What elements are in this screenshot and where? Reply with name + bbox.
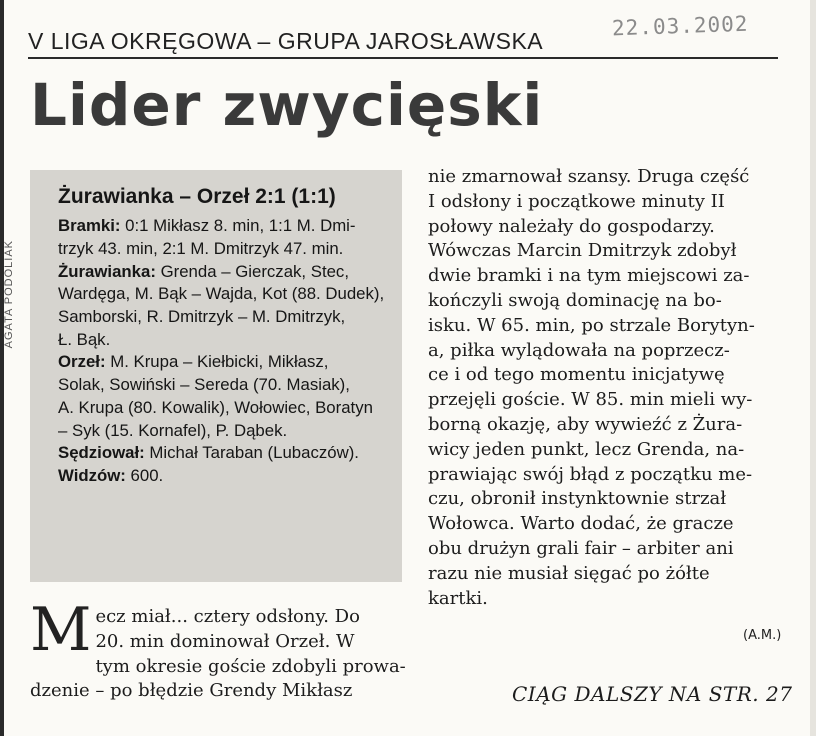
body-line: I odsłony i początkowe minuty II	[428, 190, 725, 212]
body-line: Wówczas Marcin Dmitrzyk zdobył	[428, 240, 737, 262]
body-line: obu drużyn grali fair – arbiter ani	[428, 537, 734, 559]
referee-label: Sędziował:	[58, 443, 145, 463]
article-body-left	[30, 595, 406, 704]
body-line: kartki.	[428, 587, 488, 609]
body-line: dzenie – po błędzie Grendy Mikłasz	[30, 680, 353, 702]
body-line: przejęli goście. W 85. min mieli wy-	[428, 389, 753, 411]
section-divider	[28, 57, 778, 59]
body-line: ce i od tego momentu inicjatywę	[428, 364, 725, 386]
away-lineup-line: M. Krupa – Kiełbicki, Mikłasz,	[105, 352, 329, 372]
drop-cap: M	[30, 595, 92, 665]
continuation-note: CIĄG DALSZY NA STR. 27	[512, 682, 793, 706]
headline: Lider zwycięski	[30, 71, 544, 139]
body-line: prawiając swój błąd z początku me-	[428, 463, 753, 485]
body-line: isku. W 65. min, po strzale Borytyn-	[428, 314, 755, 336]
home-team-label: Żurawianka:	[58, 261, 156, 281]
away-lineup-line: A. Krupa (80. Kowalik), Wołowiec, Boratyn	[58, 397, 373, 417]
article-body-right	[428, 165, 798, 611]
goals-line: 0:1 Mikłasz 8. min, 1:1 M. Dmi-	[120, 216, 356, 236]
home-lineup-line: Wardęga, M. Bąk – Wajda, Kot (88. Dudek),	[58, 284, 385, 304]
home-lineup	[58, 261, 390, 352]
body-line: wicy jeden punkt, lecz Grenda, na-	[428, 438, 745, 460]
author-initials: (A.M.)	[743, 628, 782, 643]
body-line: a, piłka wylądowała na poprzecz-	[428, 339, 730, 361]
photo-credit: AGATA PODOLIAK	[3, 240, 15, 349]
body-line: dwie bramki i na tym miejscowi za-	[428, 265, 750, 287]
body-line: Wołowca. Warto dodać, że gracze	[428, 513, 734, 535]
scan-edge-right	[810, 0, 816, 736]
body-line: 20. min dominował Orzeł. W	[95, 630, 355, 652]
body-line: nie zmarnował szansy. Druga część	[428, 166, 750, 187]
referee-line	[58, 442, 390, 465]
home-lineup-line: Samborski, R. Dmitrzyk – M. Dmitrzyk,	[58, 307, 346, 326]
away-lineup	[58, 351, 390, 442]
away-lineup-line: – Syk (15. Kornafel), P. Dąbek.	[58, 420, 288, 440]
body-line: ecz miał... cztery odsłony. Do	[95, 606, 360, 627]
match-summary-box	[30, 170, 402, 582]
body-line: borną okazję, aby wywieźć z Żura-	[428, 413, 743, 435]
body-line: połowy należały do gospodarzy.	[428, 215, 715, 237]
attendance-value: 600.	[125, 465, 164, 485]
handwritten-date: 22.03.2002	[611, 11, 749, 41]
attendance-line	[58, 465, 390, 488]
section-title: V LIGA OKRĘGOWA – GRUPA JAROSŁAWSKA	[28, 28, 544, 54]
goals-line: trzyk 43. min, 2:1 M. Dmitrzyk 47. min.	[58, 238, 344, 258]
body-line: czu, obronił instynktownie strzał	[428, 488, 727, 510]
match-score: Żurawianka – Orzeł 2:1 (1:1)	[58, 185, 336, 208]
home-lineup-line: Ł. Bąk.	[58, 329, 111, 349]
away-lineup-line: Solak, Sowiński – Sereda (70. Masiak),	[58, 375, 350, 395]
body-line: razu nie musiał sięgać po żółte	[428, 562, 710, 584]
goals-label: Bramki:	[58, 216, 121, 236]
body-line: tym okresie goście zdobyli prowa-	[95, 655, 406, 677]
away-team-label: Orzeł:	[58, 352, 106, 372]
body-line: kończyli swoją dominację na bo-	[428, 289, 722, 311]
referee-name: Michał Taraban (Lubaczów).	[144, 443, 359, 463]
home-lineup-line: Grenda – Gierczak, Stec,	[155, 261, 349, 281]
attendance-label: Widzów:	[58, 465, 126, 485]
goals-paragraph	[58, 215, 390, 260]
scan-edge-left	[0, 0, 4, 736]
